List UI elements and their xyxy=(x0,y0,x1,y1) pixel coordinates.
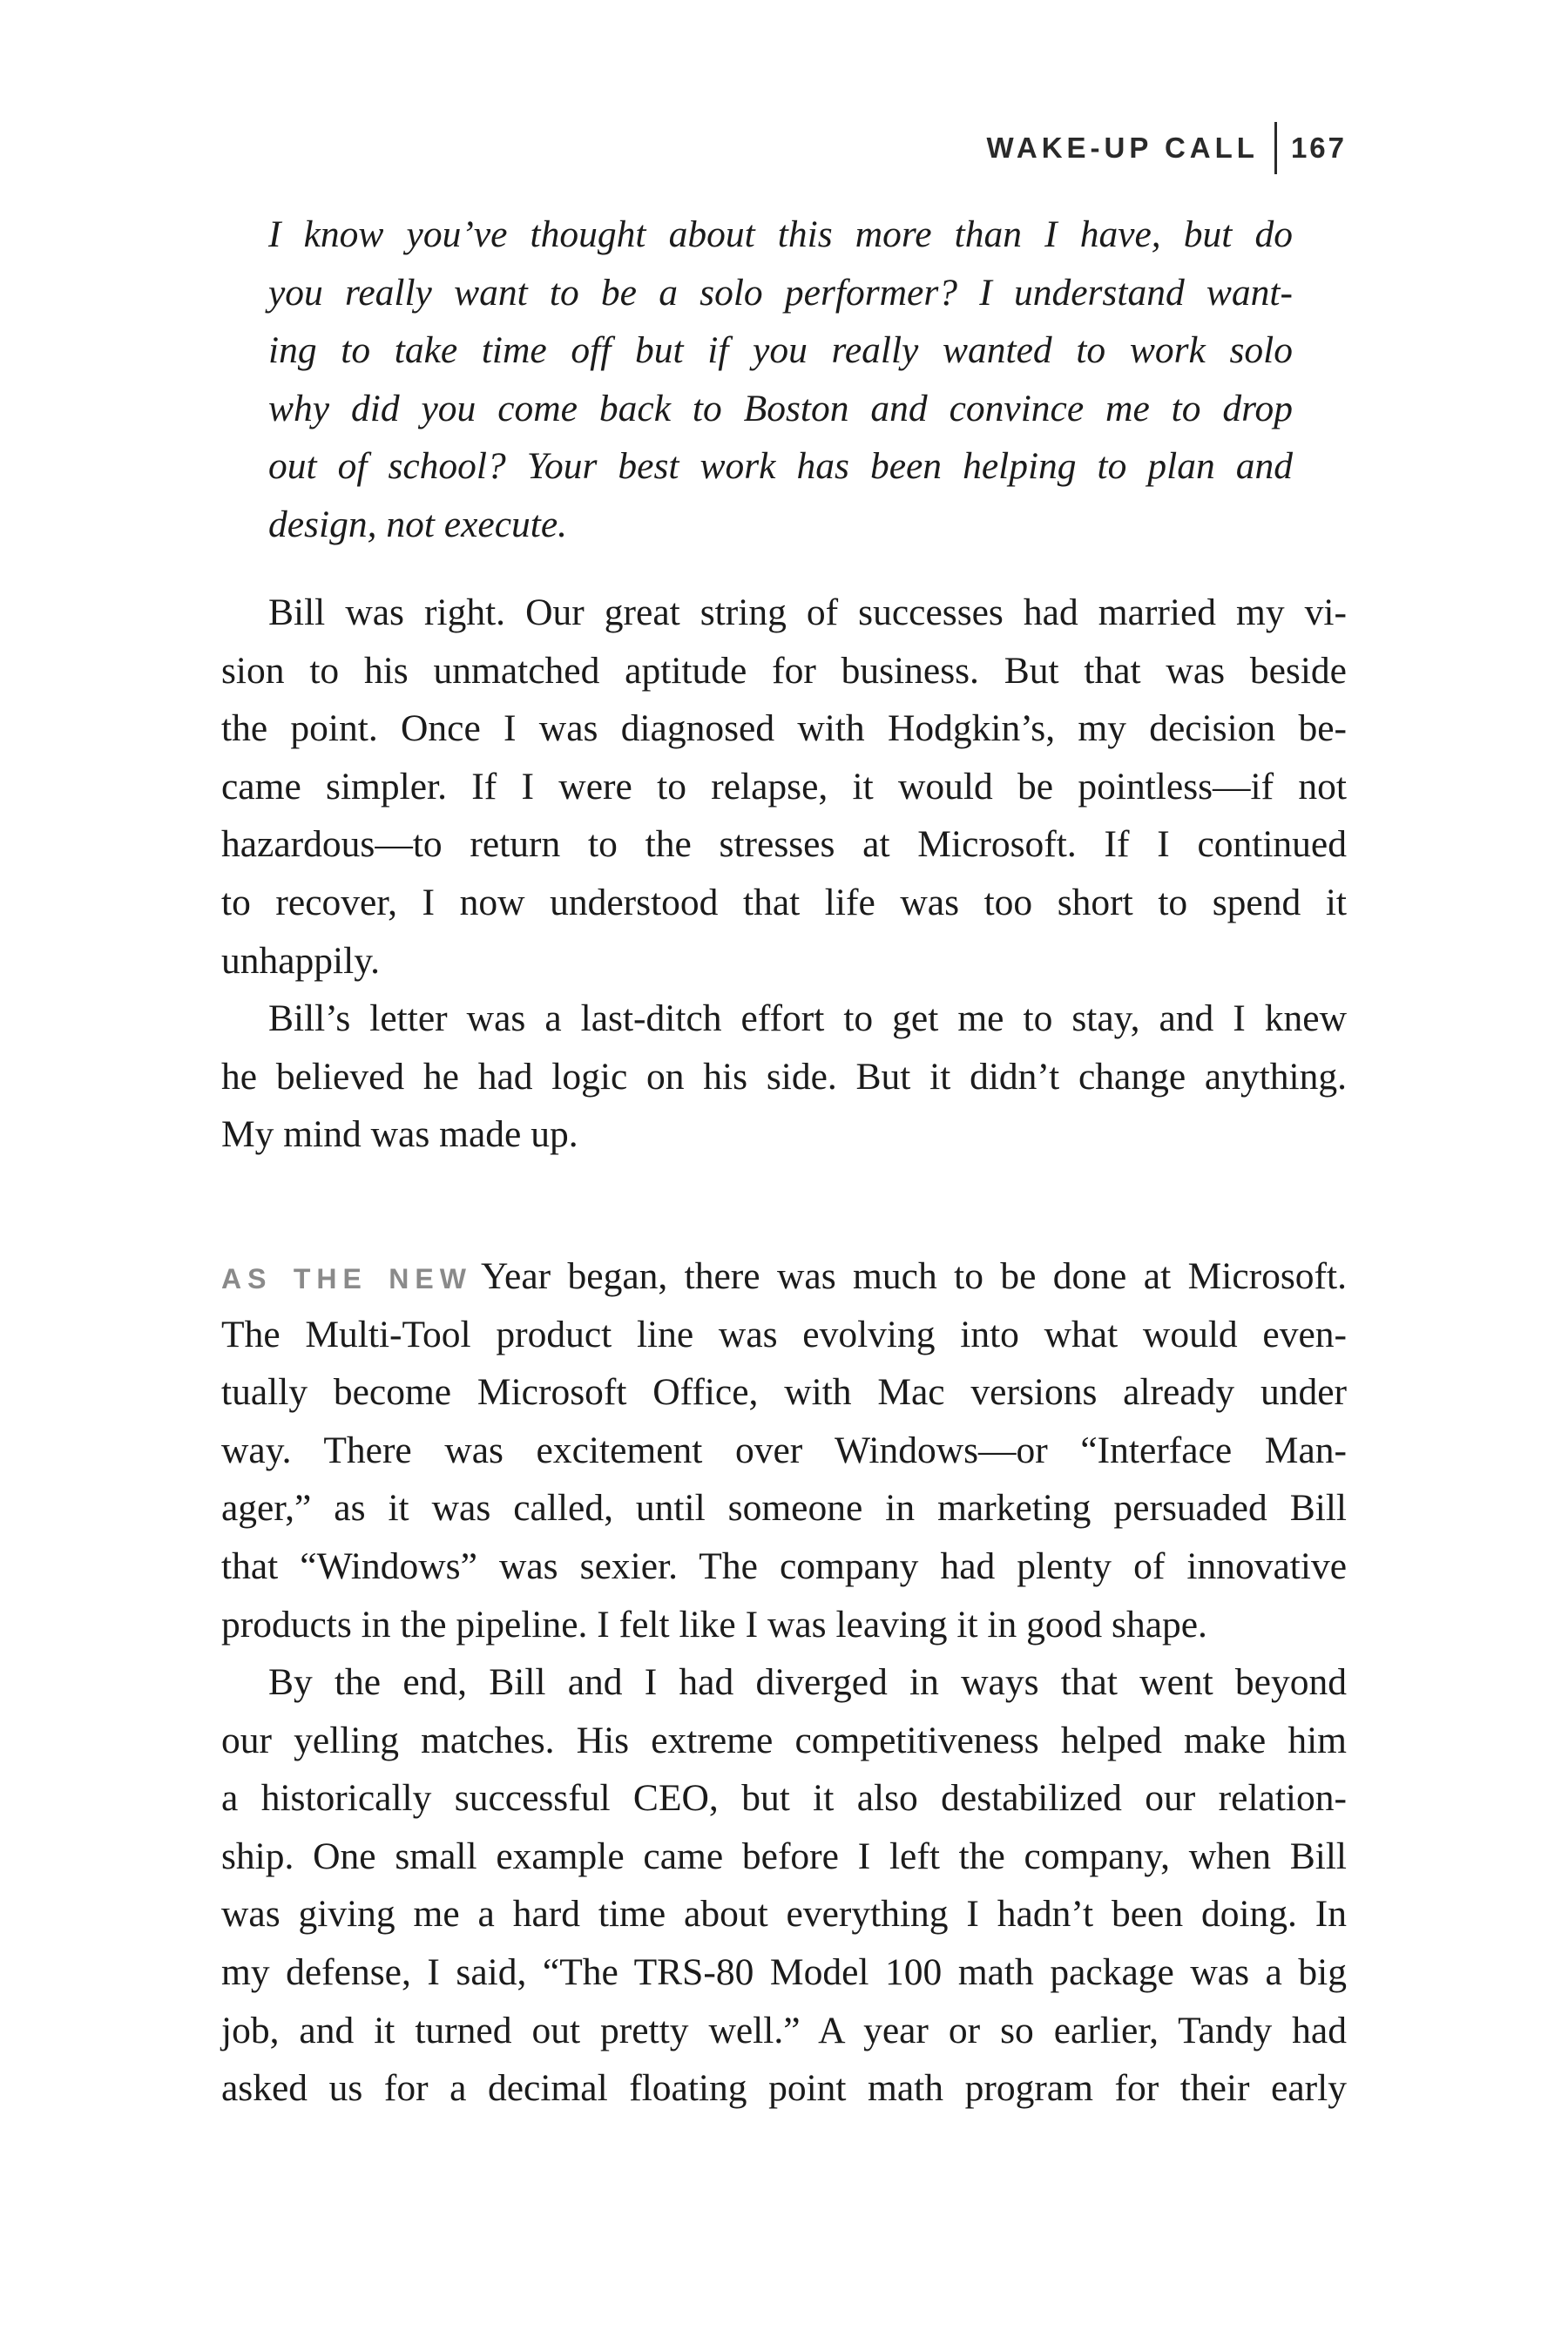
running-header xyxy=(987,122,1347,174)
body-line: Bill was right. Our great string of successes had married my vi- xyxy=(268,591,1347,633)
body-line: hazardous—to return to the stresses at Microsoft. If I continued xyxy=(221,823,1347,866)
quote-line: ing to take time off but if you really wanted to work solo xyxy=(268,329,1293,372)
body-line: My mind was made up. xyxy=(221,1113,578,1156)
body-line: our yelling matches. His extreme competitiveness helped make him xyxy=(221,1719,1347,1761)
quote-line: you really want to be a solo performer? I understand want- xyxy=(268,271,1293,314)
page-number: 167 xyxy=(1290,132,1347,164)
body-line: unhappily. xyxy=(221,939,381,982)
body-line: he believed he had logic on his side. But it didn’t change anything. xyxy=(221,1055,1347,1098)
running-header-title: WAKE-UP CALL xyxy=(986,132,1259,164)
body-line: to recover, I now understood that life was too short to spend it xyxy=(221,881,1347,923)
body-line: tually become Microsoft Office, with Mac versions already under xyxy=(221,1371,1347,1414)
paragraph-2 xyxy=(221,990,1347,1164)
body-line: sion to his unmatched aptitude for business. But that was beside xyxy=(221,649,1347,692)
body-line: The Multi-Tool product line was evolving into what would even- xyxy=(221,1313,1347,1355)
section-lead-in: AS THE NEW xyxy=(221,1263,472,1294)
body-line: By the end, Bill and I had diverged in ways that went beyond xyxy=(268,1661,1347,1703)
body-line: Bill’s letter was a last-ditch effort to get me to stay, and I knew xyxy=(268,997,1347,1039)
body-line-text: Year began, there was much to be done at Microsoft. xyxy=(480,1255,1348,1297)
quote-line: design, not execute. xyxy=(268,503,568,545)
body-line: products in the pipeline. I felt like I was leaving it in good shape. xyxy=(221,1603,1207,1646)
quote-line: I know you’ve thought about this more than I have, but do xyxy=(268,213,1293,255)
paragraph-1 xyxy=(221,584,1347,990)
body-line: way. There was excitement over Windows—or “Interface Man- xyxy=(221,1429,1347,1471)
section-opening-line xyxy=(221,1247,1347,1306)
paragraph-4 xyxy=(221,1653,1347,2118)
quote-line: why did you come back to Boston and convince me to drop xyxy=(268,387,1293,429)
body-line: ager,” as it was called, until someone in marketing persuaded Bill xyxy=(221,1487,1347,1530)
body-line: the point. Once I was diagnosed with Hodgkin’s, my decision be- xyxy=(221,707,1347,750)
body-line: was giving me a hard time about everything I hadn’t been doing. In xyxy=(221,1893,1347,1936)
body-line: asked us for a decimal floating point math program for their early xyxy=(221,2067,1347,2110)
body-line: a historically successful CEO, but it also destabilized our relation- xyxy=(221,1777,1347,1820)
body-line: my defense, I said, “The TRS-80 Model 100 math package was a big xyxy=(221,1950,1347,1993)
body-line: job, and it turned out pretty well.” A year or so earlier, Tandy had xyxy=(221,2009,1347,2051)
letter-quote xyxy=(268,206,1293,554)
paragraph-3 xyxy=(221,1247,1347,1653)
body-line: that “Windows” was sexier. The company had plenty of innovative xyxy=(221,1544,1347,1587)
quote-line: out of school? Your best work has been helping to plan and xyxy=(268,445,1293,488)
body-line: ship. One small example came before I left the company, when Bill xyxy=(221,1835,1347,1877)
body-line: came simpler. If I were to relapse, it would be pointless—if not xyxy=(221,765,1347,808)
